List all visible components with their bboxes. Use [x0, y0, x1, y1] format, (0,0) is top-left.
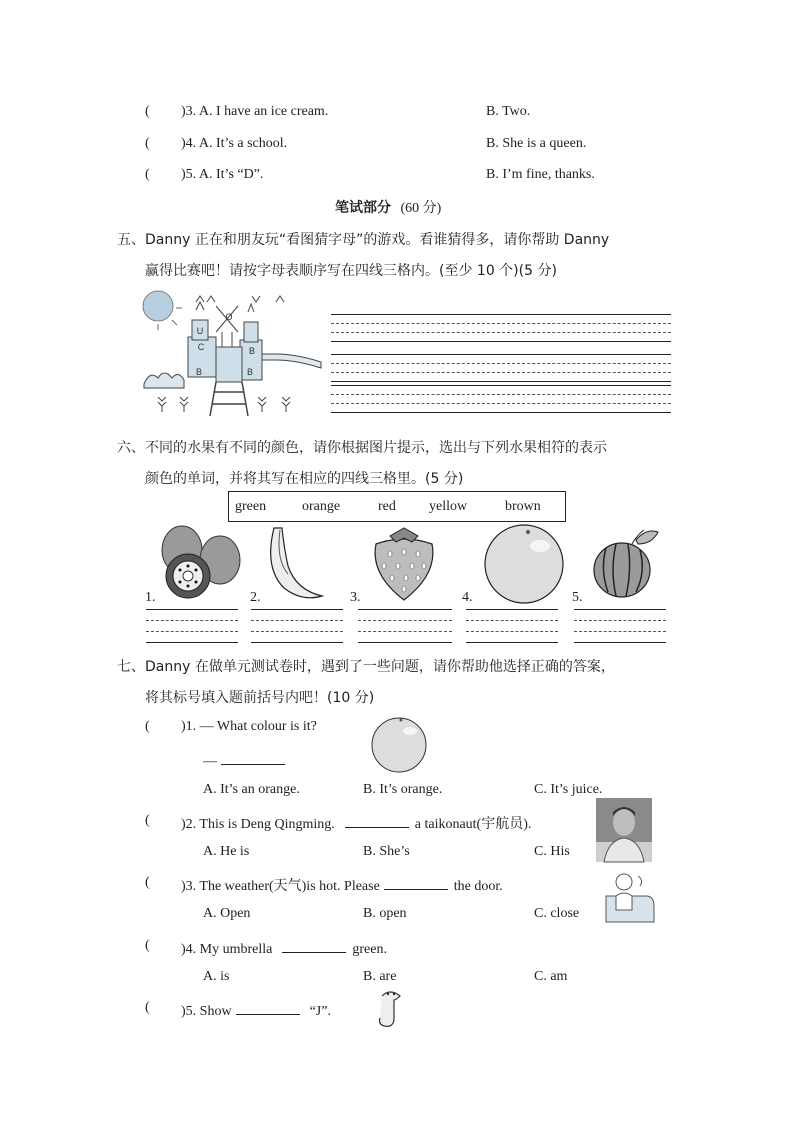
- option-b: B. Two.: [486, 104, 531, 119]
- word-yellow: yellow: [429, 499, 468, 514]
- q1-option-b: B. It’s orange.: [363, 782, 443, 797]
- q3-blank[interactable]: [384, 875, 448, 890]
- q5-text: )5. Show “J”.: [181, 1000, 331, 1020]
- option-b: B. I’m fine, thanks.: [486, 167, 595, 182]
- castle-letter-c: C: [197, 342, 205, 352]
- q1-answer-paren[interactable]: (: [145, 719, 150, 734]
- fruit-number-4: 4.: [462, 590, 473, 605]
- question-text: )5. A. It’s “D”.: [181, 167, 264, 182]
- q4-answer-paren[interactable]: (: [145, 938, 150, 953]
- q4-option-c: C. am: [534, 969, 568, 984]
- q3-option-b: B. open: [363, 906, 407, 921]
- q2-text: )2. This is Deng Qingming. a taikonaut(宇航员).: [181, 813, 531, 833]
- q2-option-b: B. She’s: [363, 844, 410, 859]
- fruit-number-3: 3.: [350, 590, 361, 605]
- written-part-score: (60 分): [400, 201, 442, 216]
- q5-blank[interactable]: [236, 1000, 300, 1015]
- fruit-grid-3[interactable]: [358, 609, 452, 645]
- fruit-grid-4[interactable]: [466, 609, 558, 645]
- question-text: )4. A. It’s a school.: [181, 136, 288, 151]
- kiwi-picture: [160, 524, 242, 602]
- option-b: B. She is a queen.: [486, 136, 587, 151]
- answer-paren[interactable]: (: [145, 167, 150, 182]
- castle-letter-b1: B: [195, 367, 203, 377]
- banana-picture: [264, 526, 324, 602]
- q3-option-c: C. close: [534, 906, 580, 921]
- q1-orange-picture: [370, 715, 428, 773]
- writing-grid-3[interactable]: [331, 385, 671, 415]
- castle-letter-o: O: [225, 312, 233, 322]
- q5-answer-paren[interactable]: (: [145, 1000, 150, 1015]
- fruit-number-1: 1.: [145, 590, 156, 605]
- q3-option-a: A. Open: [203, 906, 251, 921]
- q3-hot-child-picture: [600, 870, 658, 926]
- q2-blank[interactable]: [345, 813, 409, 828]
- answer-paren[interactable]: (: [145, 136, 150, 151]
- q4-text: )4. My umbrella green.: [181, 938, 387, 958]
- question-text: )3. A. I have an ice cream.: [181, 104, 329, 119]
- orange-picture: [482, 524, 566, 604]
- q3-text: )3. The weather(天气)is hot. Please the door.: [181, 875, 503, 895]
- fruit-number-2: 2.: [250, 590, 261, 605]
- q1-dash: —: [203, 750, 285, 770]
- section7-instruction-line2: 将其标号填入题前括号内吧！(10 分): [145, 690, 375, 706]
- written-part-header: [335, 197, 441, 217]
- q1-option-c: C. It’s juice.: [534, 782, 603, 797]
- section6-instruction-line2: 颜色的单词，并将其写在相应的四线三格里。(5 分): [145, 471, 464, 487]
- q2-option-c: C. His: [534, 844, 570, 859]
- section6-instruction-line1: 六、不同的水果有不同的颜色，请你根据图片提示，选出与下列水果相符的表示: [117, 440, 607, 456]
- castle-letter-b2: B: [246, 367, 254, 377]
- fruit-number-5: 5.: [572, 590, 583, 605]
- castle-letter-u: U: [196, 326, 204, 336]
- word-orange: orange: [302, 499, 341, 514]
- fruit-grid-5[interactable]: [574, 609, 666, 645]
- section5-instruction-line1: 五、Danny 正在和朋友玩“看图猜字母”的游戏。看谁猜得多，请你帮助 Danny: [117, 232, 610, 248]
- q1-text: )1. — What colour is it?: [181, 719, 317, 734]
- word-red: red: [378, 499, 396, 514]
- section7-instruction-line1: 七、Danny 在做单元测试卷时，遇到了一些问题，请你帮助他选择正确的答案，: [117, 659, 615, 675]
- q2-taikonaut-photo: [596, 798, 652, 862]
- castle-letter-b3: B: [248, 346, 256, 356]
- q4-option-a: A. is: [203, 969, 230, 984]
- fruit-grid-2[interactable]: [251, 609, 343, 645]
- q5-letter-j-picture: [376, 988, 406, 1030]
- writing-grid-2[interactable]: [331, 354, 671, 384]
- word-green: green: [235, 499, 267, 514]
- writing-grid-1[interactable]: [331, 314, 671, 344]
- watermelon-picture: [592, 526, 662, 600]
- q2-option-a: A. He is: [203, 844, 250, 859]
- q2-answer-paren[interactable]: (: [145, 813, 150, 828]
- answer-paren[interactable]: (: [145, 104, 150, 119]
- q1-option-a: A. It’s an orange.: [203, 782, 300, 797]
- section5-instruction-line2: 赢得比赛吧！请按字母表顺序写在四线三格内。(至少 10 个)(5 分): [145, 263, 557, 279]
- fruit-grid-1[interactable]: [146, 609, 238, 645]
- word-brown: brown: [505, 499, 541, 514]
- castle-picture: [144, 292, 329, 417]
- q4-blank[interactable]: [282, 938, 346, 953]
- written-part-title: 笔试部分: [335, 200, 391, 216]
- q4-option-b: B. are: [363, 969, 397, 984]
- q3-answer-paren[interactable]: (: [145, 875, 150, 890]
- word-bank: [228, 491, 566, 522]
- strawberry-picture: [370, 526, 438, 602]
- q1-blank[interactable]: [221, 750, 285, 765]
